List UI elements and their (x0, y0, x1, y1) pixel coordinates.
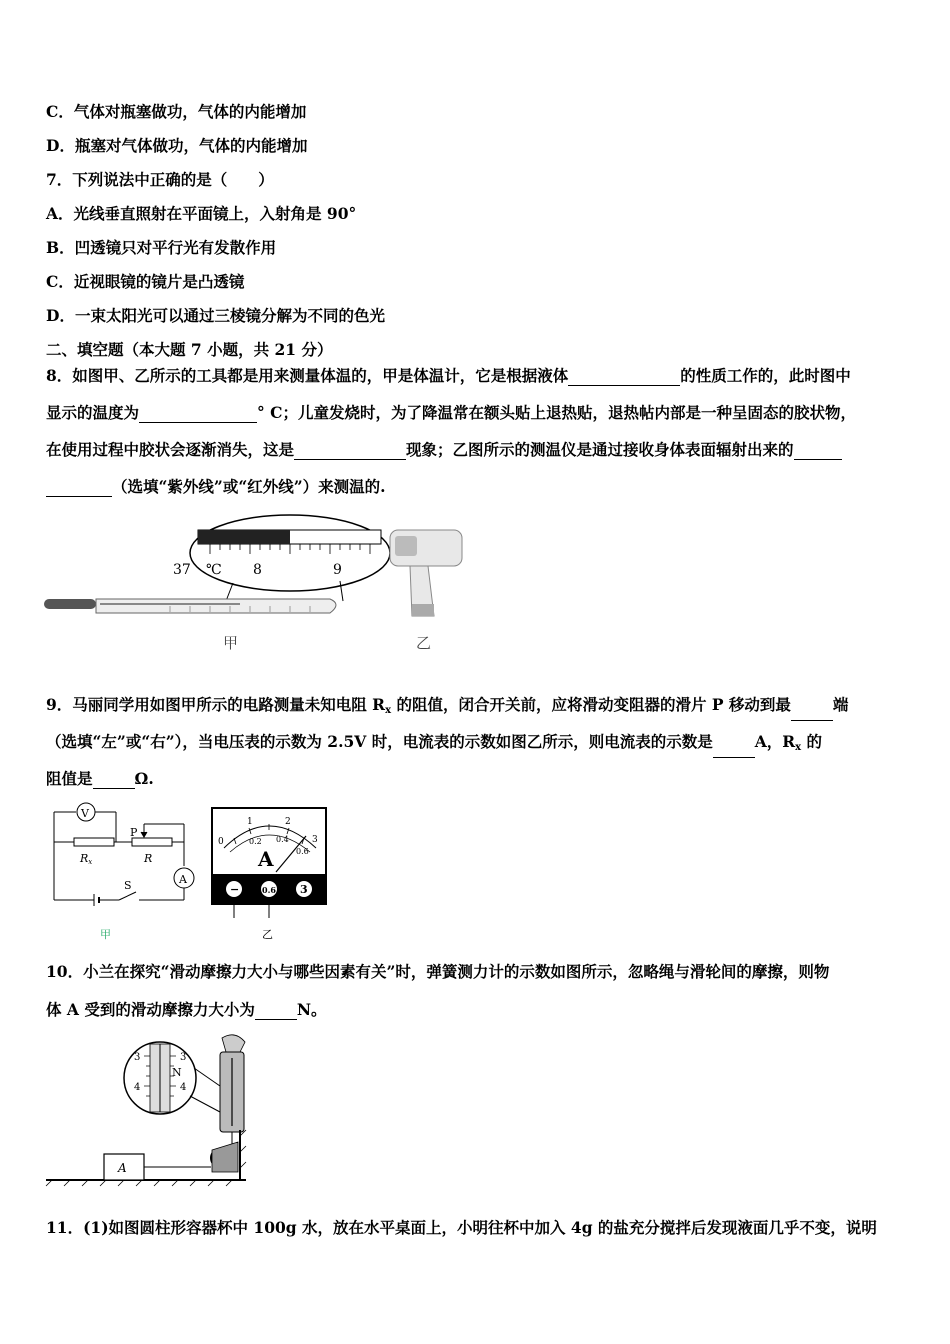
answer-blank[interactable] (568, 369, 680, 386)
scale-0: 0 (218, 837, 224, 847)
q8-text: 显示的温度为 (46, 403, 140, 422)
terminal-0.6: 0.6 (262, 885, 276, 895)
answer-blank[interactable] (46, 480, 112, 497)
rx-label: Rx (80, 852, 93, 866)
q7-stem: 7．下列说法中正确的是（ ） (46, 170, 274, 189)
q8-text: 8．如图甲、乙所示的工具都是用来测量体温的，甲是体温计，它是根据液体 (46, 366, 569, 385)
q10-text: N。 (296, 1000, 327, 1019)
label-yi: 乙 (262, 928, 273, 941)
scale-0.2: 0.2 (249, 837, 262, 846)
block-a-label: A (118, 1161, 127, 1175)
tick-37: 37 (173, 562, 191, 578)
q6-option-c: C．气体对瓶塞做功，气体的内能增加 (46, 102, 307, 121)
answer-blank[interactable] (791, 704, 833, 721)
scale-3-right: 3 (180, 1052, 187, 1063)
q9-text: A，R (754, 732, 796, 751)
q8-line-4 (46, 477, 386, 497)
scale-1: 1 (247, 817, 253, 827)
q7-option-c: C．近视眼镜的镜片是凸透镜 (46, 272, 245, 291)
ammeter-symbol: A (258, 847, 274, 871)
answer-blank[interactable] (139, 406, 257, 423)
thermometer-magnifier (173, 515, 390, 601)
q8-text: （选填“紫外线”或“红外线”）来测温的. (112, 477, 386, 496)
infrared-thermometer (390, 530, 462, 616)
scale-4-right: 4 (180, 1082, 187, 1093)
scale-4-left: 4 (134, 1082, 141, 1093)
q9-text: 9．马丽同学用如图甲所示的电路测量未知电阻 R (46, 695, 386, 714)
q8-text: ° C；儿童发烧时，为了降温常在额头贴上退热贴，退热帖内部是一种呈固态的胶状物， (257, 403, 857, 422)
scale-2: 2 (285, 817, 291, 827)
scale-3-left: 3 (134, 1052, 141, 1063)
q9-text: 的阻值，闭合开关前，应将滑动变阻器的滑片 P 移动到最 (391, 695, 791, 714)
q8-line-1 (46, 366, 851, 386)
subscript-x: x (385, 705, 392, 716)
tick-8: 8 (253, 562, 262, 578)
switch-label: S (124, 879, 132, 892)
spring-scale-magnifier (124, 1042, 220, 1114)
q7-option-b: B．凹透镜只对平行光有发散作用 (46, 238, 277, 257)
q9-line-2 (46, 732, 822, 758)
pulley-and-track (46, 1130, 246, 1186)
q9-text: Ω. (134, 769, 154, 788)
scale-0.4: 0.4 (276, 835, 289, 844)
slider-label: P (130, 826, 138, 839)
clinical-thermometer (44, 599, 336, 613)
answer-blank[interactable] (794, 443, 842, 460)
q9-text: 的 (801, 732, 822, 751)
answer-blank[interactable] (255, 1003, 297, 1020)
q10-line-2 (46, 1000, 327, 1020)
q8-text: 现象；乙图所示的测温仪是通过接收身体表面辐射出来的 (406, 440, 794, 459)
voltmeter-label: V (81, 807, 89, 820)
ammeter-label: A (179, 873, 187, 886)
tick-9: 9 (333, 562, 342, 578)
terminal-3: 3 (300, 883, 308, 896)
q9-text: （选填“左”或“右”），当电压表的示数为 2.5V 时，电流表的示数如图乙所示，则电流表的示数是 (46, 732, 713, 751)
scale-0.6: 0.6 (296, 847, 309, 856)
q8-figure (40, 508, 480, 658)
q8-text: 在使用过程中胶状会逐渐消失，这是 (46, 440, 295, 459)
q10-line-1: 10．小兰在探究“滑动摩擦力大小与哪些因素有关”时，弹簧测力计的示数如图所示，忽略绳与滑轮间的摩擦，则物 (46, 962, 830, 981)
q10-text: 体 A 受到的滑动摩擦力大小为 (46, 1000, 255, 1019)
q7-option-a: A．光线垂直照射在平面镜上，入射角是 90° (46, 204, 357, 223)
answer-blank[interactable] (93, 772, 135, 789)
answer-blank[interactable] (294, 443, 406, 460)
q11-line-1: 11．(1)如图圆柱形容器杯中 100g 水，放在水平桌面上，小明往杯中加入 4g 的盐充分搅拌后发现液面几乎不变，说明 (46, 1218, 877, 1237)
answer-blank[interactable] (713, 741, 755, 758)
q8-text: 的性质工作的，此时图中 (680, 366, 851, 385)
label-jia: 甲 (100, 928, 111, 941)
terminal-minus: − (230, 883, 240, 896)
unit-newton: N (172, 1066, 182, 1079)
q8-line-3 (46, 440, 842, 460)
section-heading: 二、填空题（本大题 7 小题，共 21 分） (46, 340, 333, 359)
q9-line-1 (46, 695, 848, 721)
q9-text: 端 (832, 695, 849, 714)
q9-line-3 (46, 769, 154, 789)
q9-text: 阻值是 (46, 769, 93, 788)
scale-3: 3 (312, 835, 318, 845)
q8-line-2 (46, 403, 856, 423)
label-jia: 甲 (223, 634, 239, 652)
block-a (104, 1154, 144, 1180)
unit-celsius: ℃ (206, 562, 222, 578)
q6-option-d: D．瓶塞对气体做功，气体的内能增加 (46, 136, 308, 155)
r-label: R (144, 852, 153, 865)
q7-option-d: D．一束太阳光可以通过三棱镜分解为不同的色光 (46, 306, 385, 325)
subscript-x: x (795, 742, 802, 753)
q9-figure (44, 800, 344, 945)
ammeter-dial (212, 808, 326, 918)
q10-figure (40, 1030, 270, 1190)
label-yi: 乙 (416, 634, 432, 652)
